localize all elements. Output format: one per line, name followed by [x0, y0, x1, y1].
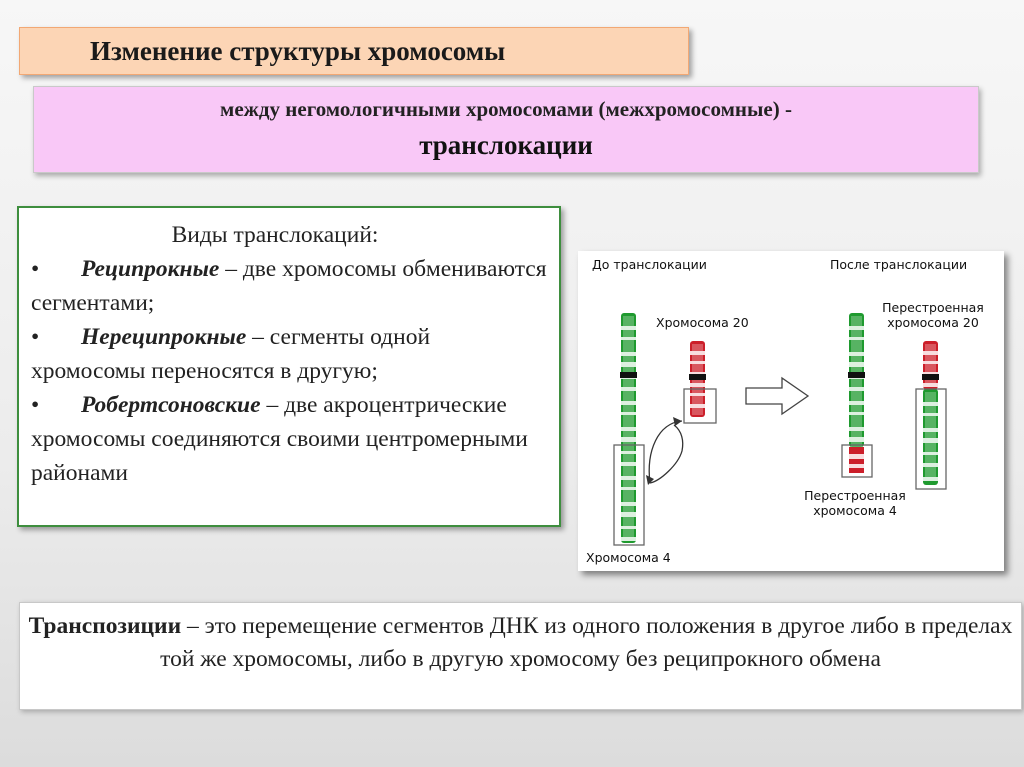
rearranged-chr20-red-shade — [925, 364, 936, 372]
rearranged-chr4-green-shade — [851, 356, 862, 362]
bullet: • — [31, 392, 40, 418]
rearranged-chr4-band — [849, 454, 864, 459]
rearranged-chr20-red-band — [923, 383, 938, 387]
exchange-arrow — [650, 425, 683, 483]
rearranged-chr20-red-band — [923, 361, 938, 364]
type-text: – две хромосомы обмениваются сегментами; — [31, 256, 547, 316]
rearranged-chr4-green-band — [849, 401, 864, 405]
rearranged-chr20-red-centromere — [922, 374, 939, 380]
rearranged-chr4-green-shade — [851, 340, 862, 352]
rearranged-chr20-green-band — [923, 428, 938, 432]
diagram-graphics — [578, 251, 1004, 571]
chromosome-4-band — [621, 526, 636, 529]
chromosome-4-band — [621, 462, 636, 466]
chromosome-4-shade — [623, 517, 634, 526]
chromosome-4-band — [621, 362, 636, 367]
type-term: Реципрокные — [81, 256, 220, 282]
rearranged-chr20-green-shade — [925, 443, 936, 452]
rearranged-chr20-green-band — [923, 438, 938, 443]
chromosome-4-shade — [623, 330, 634, 337]
chromosome-20-band — [690, 393, 705, 396]
rearranged-chr4-green-band — [849, 337, 864, 340]
chromosome-4-shade — [623, 490, 634, 502]
rearranged-chr4-green-shade — [851, 330, 862, 337]
rearranged-chr20-green-shade — [925, 392, 936, 402]
type-text: – две акроцентрические хромосомы соединяются своими центромерными районами — [31, 392, 528, 486]
chromosome-4-shade — [623, 379, 634, 387]
chromosome-4-shade — [623, 391, 634, 401]
subtitle-box — [33, 86, 979, 173]
chromosome-4-band — [621, 427, 636, 431]
transition-arrow — [746, 378, 808, 414]
rearranged-chr4-green-shade — [851, 316, 862, 326]
rearranged-chr20-green-band — [923, 452, 938, 455]
chromosome-4-band — [621, 337, 636, 340]
chromosome-4-shade — [623, 454, 634, 462]
re20-label-line2: хромосома 20 — [887, 315, 979, 330]
types-heading: Виды транслокаций: — [171, 222, 379, 248]
re20-label — [878, 300, 988, 330]
bullet: • — [31, 256, 40, 282]
page-title: Изменение структуры хромосомы — [90, 35, 506, 66]
chromosome-4-shade — [623, 506, 634, 512]
chromosome-20-band — [690, 404, 705, 408]
rearranged-chr4-green-band — [849, 387, 864, 391]
rearranged-chr4-green-shade — [851, 405, 862, 412]
re4-label-line1: Перестроенная — [804, 488, 906, 503]
chromosome-20-centromere — [689, 374, 706, 380]
translocation-diagram — [578, 251, 1004, 571]
chromosome-4-band — [621, 401, 636, 405]
rearranged-chr20-green-band — [923, 402, 938, 406]
chromosome-4-shade — [623, 529, 634, 537]
rearranged-chr20-green-band — [923, 463, 938, 467]
chromosome-20-shade — [692, 355, 703, 361]
chromosome-20-shade — [692, 396, 703, 404]
chromosome-4-shade — [623, 415, 634, 427]
chromosome-4-band — [621, 437, 636, 442]
type-term: Нереципрокные — [81, 324, 247, 350]
translocation-types-box — [17, 206, 561, 527]
rearranged-chr20-green-shade — [925, 467, 936, 477]
rearranged-chr4-green-band — [849, 412, 864, 415]
rearranged-chr20-red-band — [923, 351, 938, 355]
rearranged-chr20-red-shade — [925, 355, 936, 361]
chromosome-20-band — [690, 383, 705, 387]
re4-label — [798, 488, 912, 518]
chromosome-4-band — [621, 412, 636, 415]
rearranged-chr20-red-shade — [925, 344, 936, 351]
rearranged-chr20-green-band — [923, 413, 938, 416]
rearranged-chr20-green-band — [923, 477, 938, 481]
chromosome-4-shade — [623, 340, 634, 352]
transposition-box — [19, 602, 1022, 710]
chromosome-20-band — [690, 361, 705, 364]
rearranged-chr20-green-shade — [925, 432, 936, 438]
type-term: Робертсоновские — [81, 392, 261, 418]
chromosome-4-band — [621, 326, 636, 330]
rearranged-chr4-red — [849, 447, 864, 473]
subtitle-line-2: транслокации — [419, 130, 593, 160]
chromosome-20-shade — [692, 364, 703, 372]
rearranged-chr4-green-shade — [851, 431, 862, 437]
chromosome-4-shade — [623, 405, 634, 412]
bullet: • — [31, 324, 40, 350]
chromosome-4-band — [621, 352, 636, 356]
chromosome-20-shade — [692, 387, 703, 393]
type-text: – сегменты одной хромосомы переносятся в другую; — [31, 324, 431, 384]
chromosome-4-centromere — [620, 372, 637, 378]
subtitle-line-1: между негомологичными хромосомами (межхромосомные) - — [220, 97, 792, 121]
rearranged-chr20-green-shade — [925, 416, 936, 428]
chromosome-4-shade — [623, 480, 634, 487]
rearranged-chr20-green-shade — [925, 455, 936, 463]
chromosome-4-band — [621, 537, 636, 541]
re20-label-line1: Перестроенная — [882, 300, 984, 315]
transposition-text: – это перемещение сегментов ДНК из одного положения в другое либо в пределах той же хромосомы, либо в другую хромосому без реципрокного обмена — [160, 613, 1013, 672]
chromosome-4-shade — [623, 466, 634, 476]
re4-label-line2: хромосома 4 — [813, 503, 897, 518]
chromosome-4-band — [621, 502, 636, 506]
chromosome-20-band — [690, 351, 705, 355]
rearranged-chr4-green-band — [849, 362, 864, 367]
chromosome-4-shade — [623, 356, 634, 362]
rearranged-chr4-green-band — [849, 437, 864, 442]
chromosome-4-band — [621, 451, 636, 454]
chromosome-4-shade — [623, 316, 634, 326]
rearranged-chr20-green-shade — [925, 406, 936, 413]
rearranged-chr4-green-band — [849, 352, 864, 356]
after-label: После транслокации — [830, 257, 968, 272]
rearranged-chr4-green-band — [849, 427, 864, 431]
type-item-reciprocal — [31, 252, 549, 320]
type-item-robertsonian — [31, 388, 549, 490]
chromosome-4-shade — [623, 431, 634, 437]
before-label: До транслокации — [592, 257, 707, 272]
chromosome-20-shade — [692, 344, 703, 351]
transposition-term: Транспозиции — [28, 613, 182, 639]
rearranged-chr4-green-shade — [851, 415, 862, 427]
rearranged-chr4-green-shade — [851, 391, 862, 401]
rearranged-chr4-green-band — [849, 326, 864, 330]
chr20-label: Хромосома 20 — [656, 315, 749, 330]
chromosome-4-band — [621, 387, 636, 391]
chromosome-4-shade — [623, 442, 634, 451]
rearranged-chr4-band — [849, 464, 864, 468]
type-item-nonreciprocal — [31, 320, 549, 388]
chromosome-4-band — [621, 512, 636, 517]
chromosome-4-band — [621, 476, 636, 480]
rearranged-chr4-green-shade — [851, 379, 862, 387]
chr4-label: Хромосома 4 — [586, 550, 671, 565]
title-box — [19, 27, 689, 75]
chromosome-4-band — [621, 487, 636, 490]
rearranged-chr4-green-centromere — [848, 372, 865, 378]
chromosome-20-shade — [692, 408, 703, 415]
